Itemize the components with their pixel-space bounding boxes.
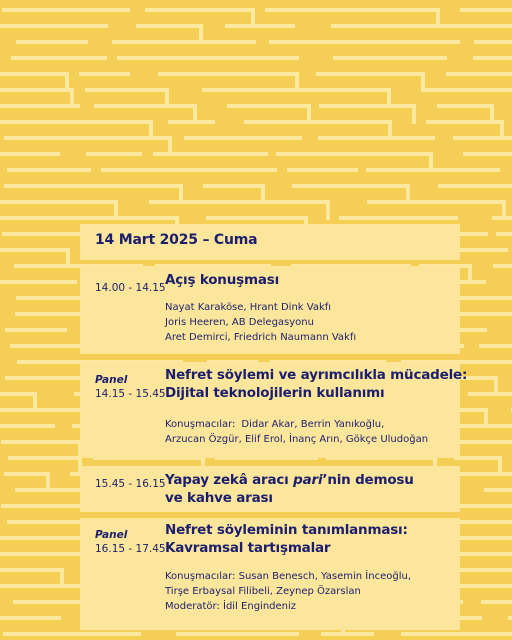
panel-tag: Panel: [95, 374, 128, 386]
speaker-line: Joris Heeren, AB Delegasyonu: [165, 317, 314, 328]
time-range: 14.00 - 14.15: [95, 282, 166, 294]
speaker-line: [165, 417, 455, 432]
session-speakers: [165, 569, 455, 614]
session-time: [95, 528, 166, 556]
title-line: Açış konuşması: [165, 272, 280, 288]
session-title: [165, 471, 414, 507]
speaker-names: Didar Akar, Berrin Yanıkoğlu,: [241, 419, 385, 430]
tool-name: pari: [293, 472, 323, 488]
title-text: Yapay zekâ aracı: [165, 472, 294, 488]
session-time: [95, 373, 166, 401]
session-speakers: [165, 300, 455, 345]
title-line: ve kahve arası: [165, 490, 273, 506]
time-range: 16.15 - 17.45: [95, 543, 166, 555]
title-line: Kavramsal tartışmalar: [165, 540, 331, 556]
time-range: 15.45 - 16.15: [95, 478, 166, 490]
session-title: [165, 521, 408, 557]
speaker-line: Arzucan Özgür, Elif Erol, İnanç Arın, Gökçe Uludoğan: [165, 434, 429, 445]
session-speakers: [165, 417, 455, 447]
session-title: [165, 271, 279, 289]
speaker-line: Aret Demirci, Friedrich Naumann Vakfı: [165, 332, 357, 343]
title-line: [165, 471, 414, 489]
speaker-line: Nayat Karaköse, Hrant Dink Vakfı: [165, 302, 332, 313]
speaker-line: Tirşe Erbaysal Filibeli, Zeynep Özarslan: [165, 586, 361, 597]
time-range: 14.15 - 15.45: [95, 388, 166, 400]
event-date: 14 Mart 2025 – Cuma: [95, 232, 258, 248]
title-line: Dijital teknolojilerin kullanımı: [165, 385, 385, 401]
session-title: [165, 366, 467, 402]
title-line: Nefret söylemi ve ayrımcılıkla mücadele:: [165, 367, 468, 383]
speaker-line: Moderatör: İdil Engindeniz: [165, 601, 297, 612]
panel-tag: Panel: [95, 529, 128, 541]
title-line: Nefret söyleminin tanımlanması:: [165, 522, 408, 538]
speaker-line: Konuşmacılar: Susan Benesch, Yasemin İnceoğlu,: [165, 571, 412, 582]
title-text: ’nin demosu: [322, 472, 414, 488]
speakers-label: Konuşmacılar:: [165, 419, 236, 430]
session-time: [95, 281, 166, 295]
session-time: [95, 477, 166, 491]
